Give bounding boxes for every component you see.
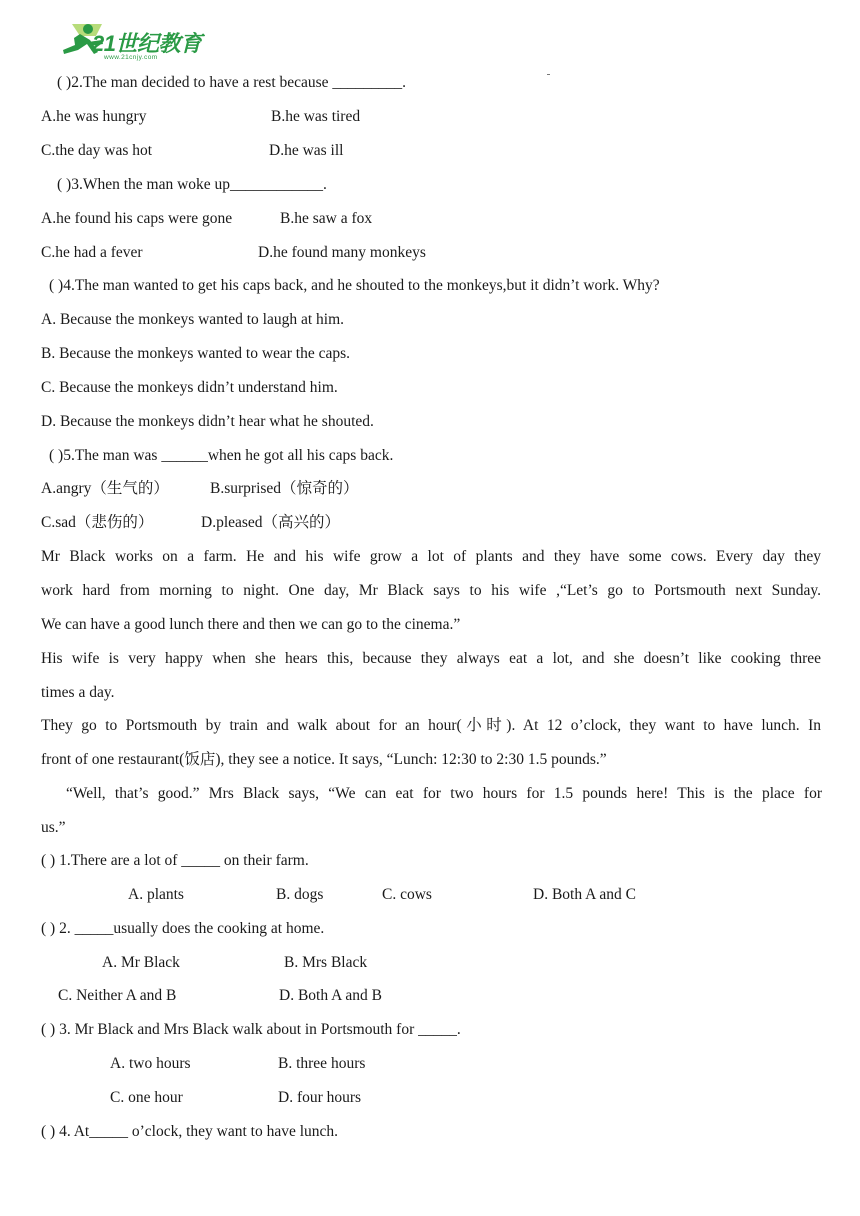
q3-option-c: C.he had a fever — [41, 244, 143, 261]
passage-line: We can have a good lunch there and then we can go to the cinema.” — [41, 616, 461, 633]
question-5-stem: ( )5.The man was ______when he got all his caps back. — [49, 447, 394, 464]
logo-url: www.21cnjy.com — [104, 54, 158, 61]
p2-q2-option-d: D. Both A and B — [279, 987, 382, 1004]
q4-option-d: D. Because the monkeys didn’t hear what he shouted. — [41, 413, 374, 430]
p2-q2-option-b: B. Mrs Black — [284, 954, 368, 971]
p2-q1-option-c: C. cows — [382, 886, 432, 903]
p2-question-1-stem: ( ) 1.There are a lot of _____ on their farm. — [41, 852, 309, 869]
q2-option-b: B.he was tired — [271, 108, 361, 125]
q5-option-c: C.sad（悲伤的） — [41, 514, 154, 531]
passage-line: Mr Black works on a farm. He and his wife grow a lot of plants and they have some cows. Every day they — [41, 548, 821, 565]
passage-line: work hard from morning to night. One day, Mr Black says to his wife ,“Let’s go to Portsmouth next Sunday. — [41, 582, 821, 599]
p2-q3-option-c: C. one hour — [110, 1089, 183, 1106]
question-2-stem: ( )2.The man decided to have a rest because _________. — [57, 74, 407, 91]
q4-option-a: A. Because the monkeys wanted to laugh at him. — [41, 311, 345, 328]
p2-q2-option-a: A. Mr Black — [102, 954, 180, 971]
question-3-stem: ( )3.When the man woke up____________. — [57, 176, 327, 193]
p2-question-2-stem: ( ) 2. _____usually does the cooking at home. — [41, 920, 325, 937]
p2-q1-option-a: A. plants — [128, 886, 184, 903]
q5-option-a: A.angry（生气的） — [41, 480, 169, 497]
p2-q3-option-d: D. four hours — [278, 1089, 362, 1106]
passage-line: us.” — [41, 819, 66, 836]
q2-option-d: D.he was ill — [269, 142, 344, 159]
passage-line: “Well, that’s good.” Mrs Black says, “We can eat for two hours for 1.5 pounds here! This is the place for — [66, 785, 822, 802]
q3-option-b: B.he saw a fox — [280, 210, 373, 227]
q4-option-c: C. Because the monkeys didn’t understand him. — [41, 379, 338, 396]
q2-option-c: C.the day was hot — [41, 142, 153, 159]
q3-option-a: A.he found his caps were gone — [41, 210, 233, 227]
q2-option-a: A.he was hungry — [41, 108, 147, 125]
p2-question-3-stem: ( ) 3. Mr Black and Mrs Black walk about in Portsmouth for _____. — [41, 1021, 461, 1038]
p2-q1-option-d: D. Both A and C — [533, 886, 636, 903]
passage-line: times a day. — [41, 684, 115, 701]
q3-option-d: D.he found many monkeys — [258, 244, 426, 261]
p2-q3-option-a: A. two hours — [110, 1055, 191, 1072]
p2-q1-option-b: B. dogs — [276, 886, 324, 903]
passage-line: front of one restaurant(饭店), they see a notice. It says, “Lunch: 12:30 to 2:30 1.5 pounds.” — [41, 751, 607, 768]
passage-line: They go to Portsmouth by train and walk about for an hour(小时). At 12 o’clock, they want to have lunch. In — [41, 717, 821, 734]
logo-text: 21世纪教育 — [92, 31, 202, 56]
question-4-stem: ( )4.The man wanted to get his caps back, and he shouted to the monkeys,but it didn’t work. Why? — [49, 277, 660, 294]
header-mark — [547, 74, 550, 75]
p2-q2-option-c: C. Neither A and B — [58, 987, 177, 1004]
q5-option-b: B.surprised（惊奇的） — [210, 480, 359, 497]
p2-q3-option-b: B. three hours — [278, 1055, 366, 1072]
q4-option-b: B. Because the monkeys wanted to wear the caps. — [41, 345, 351, 362]
p2-question-4-stem: ( ) 4. At_____ o’clock, they want to have lunch. — [41, 1123, 339, 1140]
q5-option-d: D.pleased（高兴的） — [201, 514, 341, 531]
passage-line: His wife is very happy when she hears this, because they always eat a lot, and she doesn’t like cooking three — [41, 650, 821, 667]
